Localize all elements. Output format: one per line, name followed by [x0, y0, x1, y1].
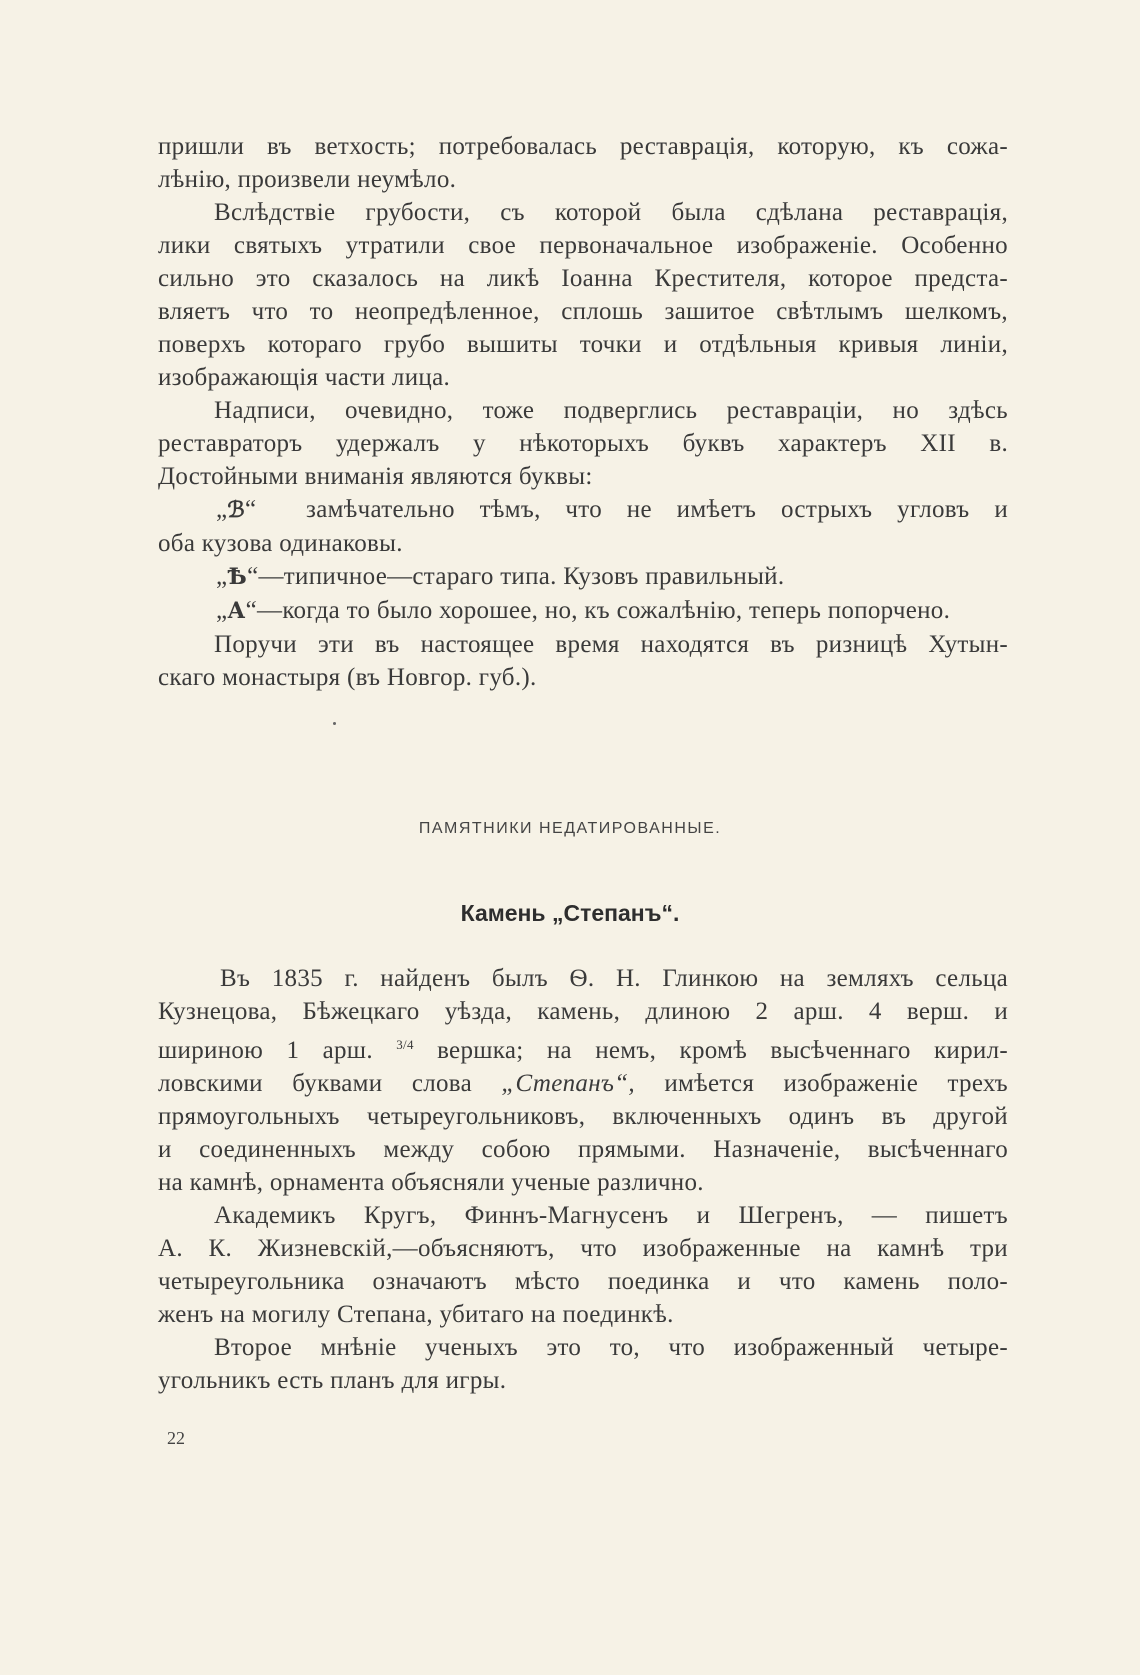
text-line: реставраторъ удержалъ у нѣкоторыхъ буквъ характеръ XII в.: [158, 430, 1008, 457]
text-line: [158, 1067, 1008, 1100]
text-fragment: ловскими буквами слова: [158, 1070, 472, 1097]
text-line: угольникъ есть планъ для игры.: [158, 1367, 507, 1394]
text-line: четыреугольника означаютъ мѣсто поединка и что камень поло-: [158, 1268, 1008, 1295]
paragraph-discovery: [158, 962, 1008, 1199]
quote-open: „: [216, 496, 228, 523]
fraction: 3/4: [396, 1037, 414, 1052]
text-line: [158, 493, 1008, 527]
text-line: Вслѣдствіе грубости, съ которой была сдѣлана реставрація,: [214, 199, 1008, 226]
text-line: Достойными вниманія являются буквы:: [158, 463, 593, 490]
article-title: Камень „Степанъ“.: [460, 900, 680, 926]
paragraph-scholars: [158, 1199, 1008, 1331]
text-line: лики святыхъ утратили свое первоначальное изображеніе. Особенно: [158, 232, 1008, 259]
letter-b-description: замѣчательно тѣмъ, что не имѣетъ острыхъ угловъ и: [306, 496, 1008, 523]
letter-b-glyph: ℬ: [227, 497, 246, 523]
letter-yat-description: —типичное—стараго типа. Кузовъ правильный.: [258, 563, 785, 590]
letter-a-glyph: А: [227, 598, 246, 624]
paragraph-second-opinion: [158, 1331, 1008, 1397]
text-line: поверхъ котораго грубо вышиты точки и отдѣльныя кривыя линіи,: [158, 331, 1008, 358]
text-line: [158, 594, 1008, 628]
text-fragment: шириною 1 арш.: [158, 1037, 373, 1064]
text-line: Академикъ Кругъ, Финнъ-Магнусенъ и Шегренъ, — пишетъ: [214, 1202, 1008, 1229]
paragraph-letter-b: [158, 493, 1008, 560]
quote-open: „: [216, 597, 228, 624]
text-line: Второе мнѣніе ученыхъ это то, что изображенный четыре-: [214, 1334, 1008, 1361]
stray-dot: [333, 722, 336, 725]
paragraph-location: [158, 628, 1008, 694]
text-line: А. К. Жизневскій,—объясняютъ, что изображенные на камнѣ три: [158, 1235, 1008, 1262]
inscription-word: „Степанъ“,: [501, 1070, 635, 1097]
quote-close: “: [245, 597, 258, 624]
paragraph-letter-a: [158, 594, 1008, 628]
text-line: и соединенныхъ между собою прямыми. Назначеніе, высѣченнаго: [158, 1136, 1008, 1163]
text-line: Въ 1835 г. найденъ былъ Ѳ. Н. Глинкою на земляхъ сельца: [220, 965, 1008, 992]
text-line: женъ на могилу Степана, убитаго на поединкѣ.: [158, 1301, 674, 1328]
text-line: [158, 560, 1008, 594]
quote-close: “: [247, 563, 259, 590]
text-fragment: имѣется изображеніе трехъ: [664, 1070, 1008, 1097]
article-text-block: [158, 962, 1008, 1397]
text-line: на камнѣ, орнамента объясняли ученые различно.: [158, 1169, 704, 1196]
text-line: скаго монастыря (въ Новгор. губ.).: [158, 664, 537, 691]
paragraph-continuation: [158, 130, 1008, 196]
text-line: [158, 1028, 1008, 1067]
text-line: изображающія части лица.: [158, 364, 451, 391]
text-line: прямоугольныхъ четыреугольниковъ, включенныхъ одинъ въ другой: [158, 1103, 1008, 1130]
top-text-block: [158, 130, 1008, 694]
text-fragment: вершка; на немъ, кромѣ высѣченнаго кирил-: [437, 1037, 1008, 1064]
page-number: 22: [167, 1428, 185, 1448]
text-line: Поручи эти въ настоящее время находятся въ ризницѣ Хутын-: [214, 631, 1008, 658]
paragraph-restoration: [158, 196, 1008, 394]
quote-close: “: [245, 496, 257, 523]
letter-yat-glyph: Ѣ: [227, 564, 248, 590]
text-line: Надписи, очевидно, тоже подверглись реставраціи, но здѣсь: [214, 397, 1008, 424]
text-line: сильно это сказалось на ликѣ Іоанна Крестителя, которое предста-: [158, 265, 1008, 292]
quote-open: „: [216, 563, 228, 590]
section-heading: ПАМЯТНИКИ НЕДАТИРОВАННЫЕ.: [418, 820, 722, 837]
text-line: вляетъ что то неопредѣленное, сплошь зашитое свѣтлымъ шелкомъ,: [158, 298, 1008, 325]
text-line: лѣнію, произвели неумѣло.: [158, 166, 457, 193]
text-line: пришли въ ветхость; потребовалась реставрація, которую, къ сожа-: [158, 133, 1008, 160]
text-line: Кузнецова, Бѣжецкаго уѣзда, камень, длиною 2 арш. 4 верш. и: [158, 998, 1008, 1025]
paragraph-letter-yat: [158, 560, 1008, 594]
text-line: оба кузова одинаковы.: [158, 530, 403, 557]
paragraph-inscriptions: [158, 394, 1008, 493]
letter-a-description: —когда то было хорошее, но, къ сожалѣнію, теперь попорчено.: [257, 597, 951, 624]
